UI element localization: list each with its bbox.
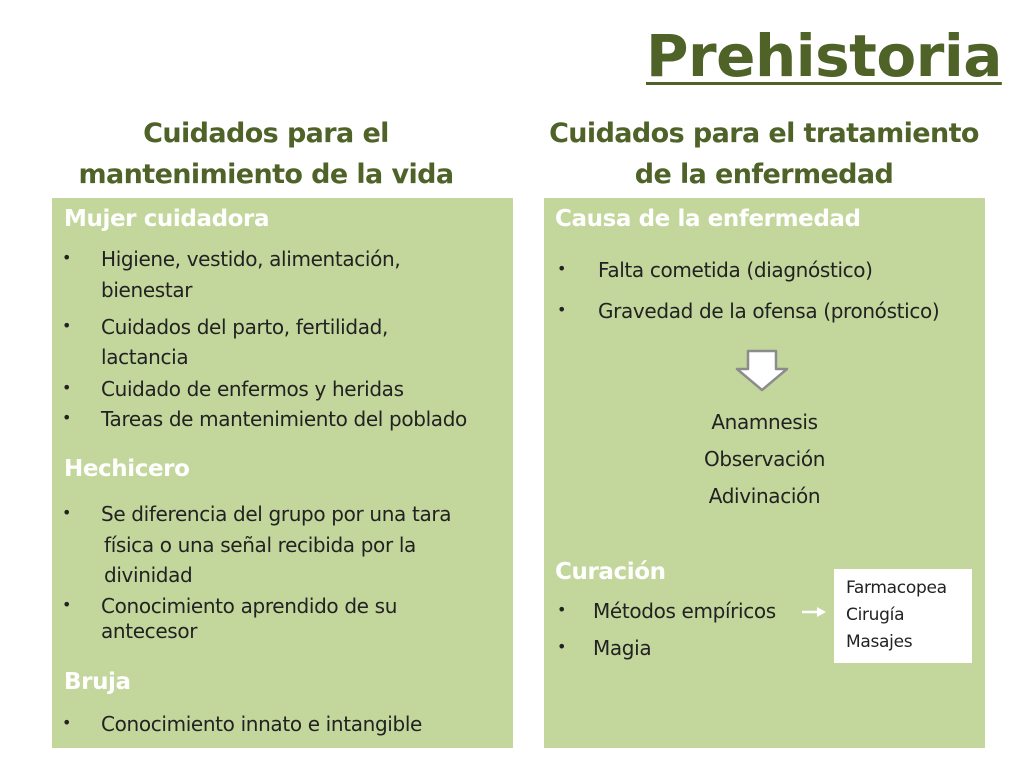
bullet-text: Magia [593,636,652,660]
bullet-text-cont: bienestar [101,278,193,302]
left-heading-line2: mantenimiento de la vida [78,159,454,190]
bullet-icon: • [62,595,72,614]
bullet-icon: • [62,713,72,732]
bullet-icon: • [62,248,72,267]
section-heading-bruja: Bruja [64,669,131,695]
section-heading-hechicero: Hechicero [64,456,190,482]
bullet-text-cont: lactancia [101,345,189,369]
bullet-icon: • [557,300,567,319]
right-heading-line1: Cuidados para el tratamiento [549,118,979,149]
step-adivinacion: Adivinación [708,484,821,508]
left-panel [52,198,513,748]
bullet-text-cont: antecesor [101,619,198,643]
section-heading-mujer: Mujer cuidadora [64,206,270,232]
bullet-text: Gravedad de la ofensa (pronóstico) [598,299,940,323]
bullet-text-cont: divinidad [104,563,193,587]
bullet-icon: • [557,259,567,278]
left-column-heading [50,113,482,195]
bullet-text-cont: física o una señal recibida por la [104,533,416,557]
bullet-text: Higiene, vestido, alimentación, [101,247,401,271]
right-heading-line2: de la enfermedad [634,159,894,190]
bullet-text: Conocimiento aprendido de su [101,594,398,618]
empirical-methods-box [834,569,972,663]
bullet-text: Se diferencia del grupo por una tara [101,502,452,526]
right-arrow-icon [801,605,827,619]
section-heading-curacion: Curación [555,559,666,585]
page-title: Prehistoria [646,22,1002,90]
method-masajes: Masajes [846,632,913,652]
bullet-text: Cuidados del parto, fertilidad, [101,315,388,339]
bullet-text: Cuidado de enfermos y heridas [101,377,404,401]
bullet-text: Conocimiento innato e intangible [101,712,422,736]
bullet-icon: • [62,408,72,427]
left-heading-line1: Cuidados para el [143,118,389,149]
method-farmacopea: Farmacopea [846,578,947,598]
bullet-text: Métodos empíricos [593,599,776,623]
step-observacion: Observación [703,447,826,471]
step-anamnesis: Anamnesis [711,410,818,434]
right-panel [544,198,985,748]
bullet-icon: • [62,378,72,397]
bullet-icon: • [557,637,567,656]
bullet-icon: • [62,316,72,335]
down-arrow-icon [734,349,790,393]
section-heading-causa: Causa de la enfermedad [555,206,861,232]
bullet-icon: • [62,503,72,522]
bullet-text: Falta cometida (diagnóstico) [598,258,873,282]
right-column-heading [540,113,988,195]
bullet-icon: • [557,600,567,619]
bullet-text: Tareas de mantenimiento del poblado [101,407,467,431]
method-cirugia: Cirugía [846,605,905,625]
